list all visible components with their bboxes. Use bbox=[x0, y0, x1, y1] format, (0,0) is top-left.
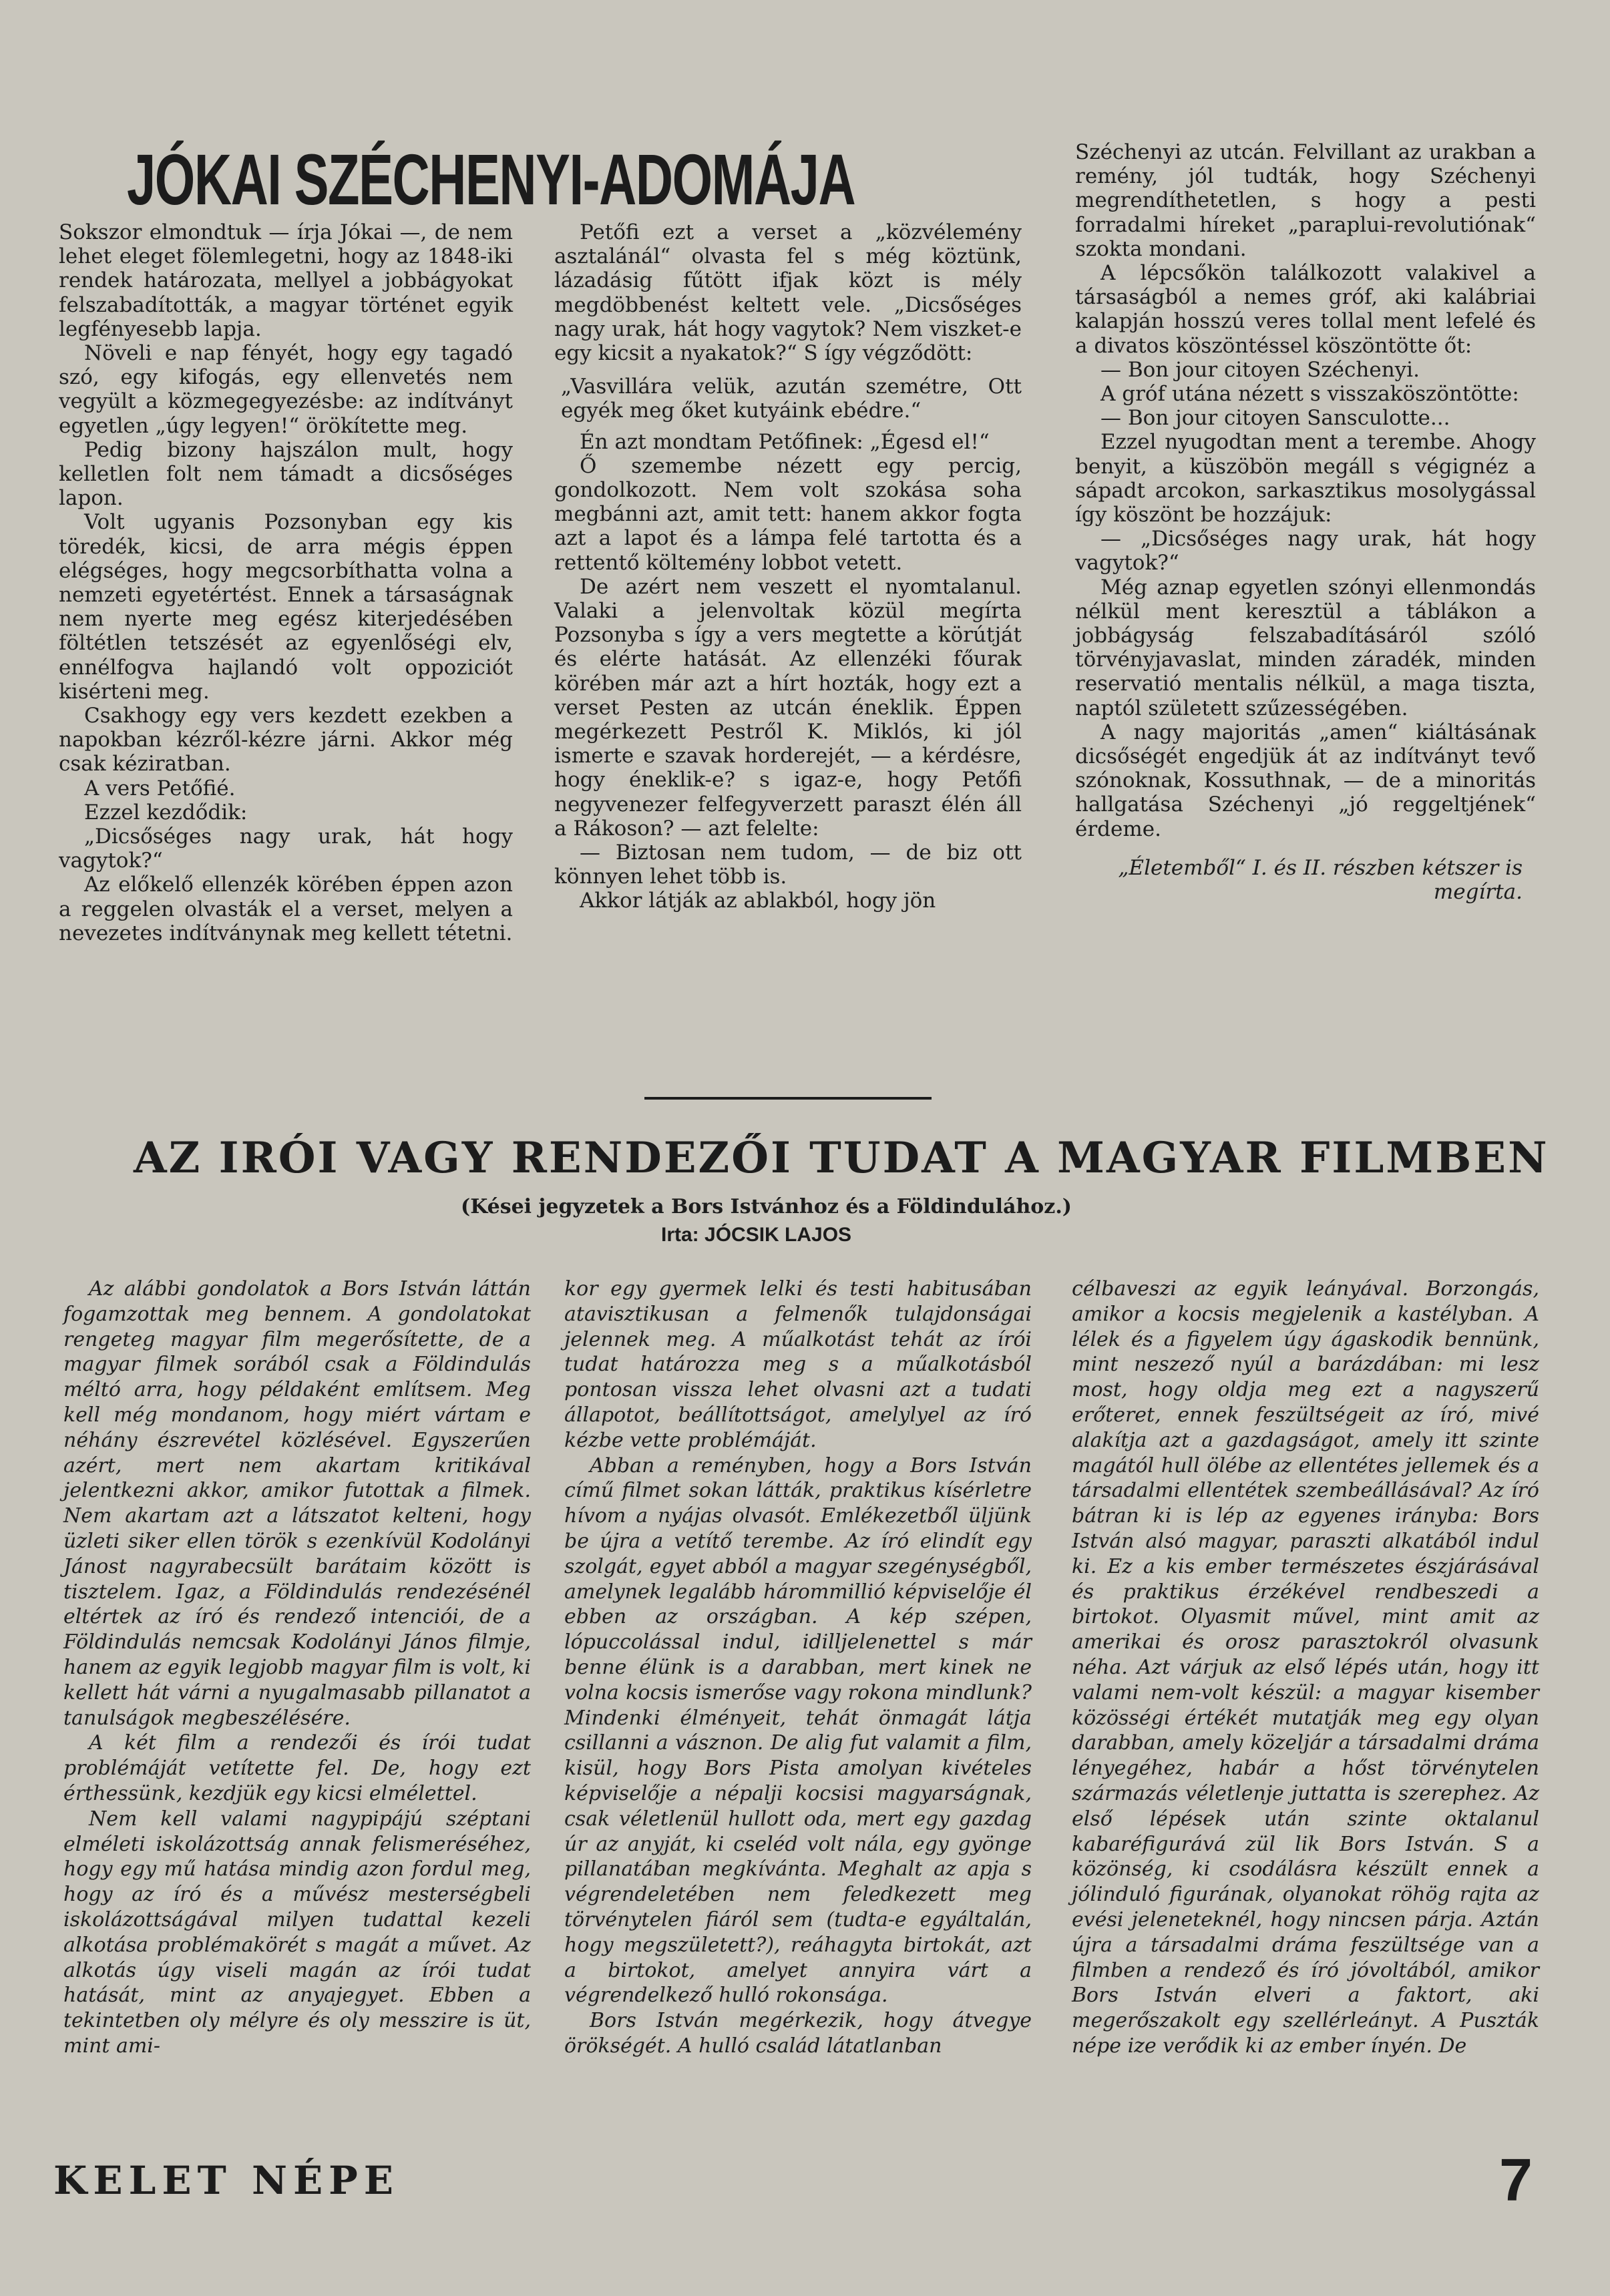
page-number: 7 bbox=[1499, 2147, 1533, 2214]
article2-column-3 bbox=[1072, 1277, 1539, 2059]
paragraph: Széchenyi az utcán. Felvillant az urakban a remény, jól tudták, hogy Széchenyi megrendíthetetlen, s hogy a pesti forradalmi híreket „paraplui-revolutiónak“ szokta mondani. bbox=[1075, 140, 1536, 261]
publication-name: KELET NÉPE bbox=[53, 2158, 400, 2203]
article1-column-3 bbox=[1075, 140, 1536, 904]
paragraph: „Dicsőséges nagy urak, hát hogy vagytok?“ bbox=[59, 825, 513, 873]
paragraph: A nagy majoritás „amen“ kiáltásának dicsőségét engedjük át az indítványt tevő szónoknak, Kossuthnak, — de a minoritás hallgatása Széchenyi „jó reggeltjének“ érdeme. bbox=[1075, 720, 1536, 841]
section-divider bbox=[644, 1097, 932, 1100]
paragraph: De azért nem veszett el nyomtalanul. Valaki a jelenvoltak közül megírta Pozsonyba s így a vers megtette a körútját és elérte hatását. Az ellenzéki főurak körében már azt a hírt hozták, hogy ezt a verset Pesten az utcán éneklik. Éppen megérkezett Pestről K. Miklós, ki jól ismerte e szavak horderejét, — a kérdésre, hogy éneklik-e? s igaz-e, hogy Petőfi negyvenezer felfegyverzett paraszt élén áll a Rákoson? — azt felelte: bbox=[554, 574, 1022, 841]
paragraph: Bors István megérkezik, hogy átvegye örökségét. A hulló család látatlanban bbox=[564, 2009, 1032, 2058]
paragraph: Sokszor elmondtuk — írja Jókai —, de nem lehet eleget fölemlegetni, hogy az 1848-iki rendek határozata, mellyel a jobbágyokat felszabadították, a magyar történet egyik legfényesebb lapja. bbox=[59, 220, 513, 341]
paragraph: — Bon jour citoyen Sansculotte... bbox=[1100, 406, 1450, 431]
paragraph: — Biztosan nem tudom, — de biz ott könnyen lehet több is. bbox=[554, 841, 1022, 889]
article2-column-1 bbox=[63, 1277, 531, 2059]
paragraph: Pedig bizony hajszálon mult, hogy kelletlen folt nem támadt a dicsőséges lapon. bbox=[59, 437, 513, 511]
article1-title: JÓKAI SZÉCHENYI-ADOMÁJA bbox=[127, 139, 855, 220]
paragraph: Az előkelő ellenzék körében éppen azon a reggelen olvasták el a verset, melyen a nevezetes indítványnak meg kellett tétetni. bbox=[59, 873, 513, 945]
article1-column-1 bbox=[59, 220, 513, 945]
paragraph: Nem kell valami nagypipájú széptani elméleti iskolázottság annak felismeréséhez, hogy egy mű hatása mindig azon fordul meg, hogy az író és a művész mesterségbeli iskolázottságával milyen tudattal kezeli alkotása problémakörét s magát a művet. Az alkotás úgy viseli magán az írói tudat hatását, mint az anyajegyet. Ebben a tekintetben oly mélyre és oly messzire is üt, mint ami- bbox=[63, 1807, 531, 2058]
article2-column-2 bbox=[564, 1277, 1032, 2059]
paragraph: A gróf utána nézett s visszaköszöntötte: bbox=[1100, 382, 1519, 407]
paragraph: Még aznap egyetlen szónyi ellenmondás nélkül ment keresztül a táblákon a jobbágyság felszabadításáról szóló törvényjavaslat, minden záradék, minden reservatió mentalis nélkül, a maga tiszta, naptól született szűzességében. bbox=[1075, 575, 1536, 720]
paragraph: Petőfi ezt a verset a „közvélemény asztalánál“ olvasta fel s még köztünk, lázadásig fűtött ifjak közt is mély megdöbbenést keltett vele. „Dicsőséges nagy urak, hát hogy vagytok? Nem viszket-e egy kicsit a nyakatok?“ S így végződött: bbox=[554, 220, 1022, 366]
paragraph: Ezzel kezdődik: bbox=[84, 800, 248, 825]
article1-column-2 bbox=[554, 220, 1022, 913]
paragraph: A vers Petőfié. bbox=[84, 776, 236, 800]
article2-subtitle: (Kései jegyzetek a Bors Istvánhoz és a Földindulához.) bbox=[461, 1195, 1072, 1218]
paragraph: Ezzel nyugodtan ment a terembe. Ahogy benyit, a küszöbön megáll s végignéz a sápadt arcokon, sarkasztikus mosolygással így köszönt be hozzájuk: bbox=[1075, 430, 1536, 527]
paragraph: — Bon jour citoyen Széchenyi. bbox=[1100, 357, 1420, 382]
paragraph: Az alábbi gondolatok a Bors István láttán fogamzottak meg bennem. A gondolatokat rengeteg magyar film megerősítette, de a magyar filmek sorából csak a Földindulás méltó arra, hogy példaként említsem. Meg kell még mondanom, hogy miért vártam e néhány észrevétel közlésével. Egyszerűen azért, mert nem akartam kritikával jelentkezni akkor, amikor futottak a filmek. Nem akartam azt a látszatot kelteni, hogy üzleti siker ellen török s ezenkívül Kodolányi Jánost nagyrabecsült barátaim között is tisztelem. Igaz, a Földindulás rendezésénél eltértek az író és rendező intenciói, de a Földindulás nemcsak Kodolányi János filmje, hanem az egyik legjobb magyar film is volt, ki kellett hát várni a nyugalmasabb pillanatot a tanulságok megbeszélésére. bbox=[63, 1277, 531, 1730]
verse-quote: „Vasvillára velük, azután szemétre, Ott egyék meg őket kutyáink ebédre.“ bbox=[561, 375, 1022, 423]
paragraph: kor egy gyermek lelki és testi habitusában atavisztikusan a felmenők tulajdonságai jelennek meg. A műalkotást tehát az írói tudat határozza meg s a műalkotásból pontosan vissza lehet olvasni azt a tudati állapotot, beállítottságot, amelylyel az író kézbe vette problémáját. bbox=[564, 1277, 1032, 1452]
paragraph: Növeli e nap fényét, hogy egy tagadó szó, egy kifogás, egy ellenvetés nem vegyült a közmegegyezésbe: az indítványt egyetlen „úgy legyen!“ örökítette meg. bbox=[59, 341, 513, 438]
paragraph: Én azt mondtam Petőfinek: „Égesd el!“ bbox=[580, 429, 990, 454]
paragraph: Volt ugyanis Pozsonyban egy kis töredék, kicsi, de arra mégis éppen elégséges, hogy megcsorbíthatta volna a nemzeti egyetértést. Ennek a társaságnak nem nyerte meg egész kiterjedésében föltétlen tetszését az egyenlőségi elv, ennélfogva hajlandó volt oppoziciót kisérteni meg. bbox=[59, 510, 513, 704]
paragraph: A két film a rendezői és írói tudat problémáját vetítette fel. De, hogy ezt érthessünk, kezdjük egy kicsi elmélettel. bbox=[63, 1731, 531, 1805]
article2-title: AZ IRÓI VAGY RENDEZŐI TUDAT A MAGYAR FILMBEN bbox=[134, 1133, 1549, 1183]
paragraph: Ő szemembe nézett egy percig, gondolkozott. Nem volt szokása soha megbánni azt, amit tett: hanem akkor fogta azt a lapot és a lámpa felé tartotta és a rettentő költemény lobbot vetett. bbox=[554, 453, 1022, 575]
paragraph: A lépcsőkön találkozott valakivel a társaságból a nemes gróf, aki kalábriai kalapján hosszú veres tollal ment lefelé és a divatos köszöntéssel köszöntötte őt: bbox=[1075, 261, 1536, 358]
article1-source-note: „Életemből“ I. és II. részben kétszer is megírta. bbox=[1118, 855, 1523, 905]
paragraph: célbaveszi az egyik leányával. Borzongás, amikor a kocsis megjelenik a kastélyban. A lélek és a figyelem úgy ágaskodik bennünk, mint neszező nyúl a barázdában: mi lesz most, hogy oldja meg ezt a nagyszerű erőteret, ennek feszültségeit az író, mivé alakítja azt a gazdagságot, amely itt szinte magától hull ölébe az ellentétes jellemek és a társadalmi ellentétek szembeállásával? Az író bátran ki is lép az egyenes irányba: Bors István alsó magyar, paraszti alkatából indul ki. Ez a kis ember természetes észjárásával és praktikus érzékével rendbeszedi a birtokot. Olyasmit művel, mint amit az amerikai és orosz parasztokról olvasunk néha. Azt várjuk az első lépés után, hogy itt valami nem-volt készül: a magyar kisember közösségi értékét mutatják meg egy olyan darabban, amely közeljár a társadalmi dráma lényegéhez, habár a hőst törvénytelen származás véletlenje juttatta is szerephez. Az első lépések után szinte oktalanul kabaréfigurává zül lik Bors István. S a közönség, ki csodálásra készült ennek a jólinduló figurának, olyanokat röhög rajta az evési jeleneteknél, hogy nincsen párja. Aztán újra a társadalmi dráma feszültsége van a filmben a rendező és író jóvoltából, amikor Bors István elveri a faktort, aki megerőszakolt egy szellérleányt. A Puszták népe ize verődik ki az ember ínyén. De bbox=[1072, 1277, 1539, 2058]
paragraph: Akkor látják az ablakból, hogy jön bbox=[580, 889, 936, 913]
paragraph: Abban a reményben, hogy a Bors István című filmet sokan látták, praktikus kísérletre hívom a nyájas olvasót. Emlékezetből üljünk be újra a vetítő terembe. Az író elindít egy szolgát, egyet abból a magyar szegénységből, amelynek legalább hárommillió képviselője él ebben az országban. A kép szépen, lópuccolással indul, idilljelenettel s már benne élünk is a darabban, mert kinek ne volna kocsis ismerőse vagy rokona mindlunk? Mindenki élményeit, tehát önmagát látja csillanni a vásznon. De alig fut valamit a film, kisül, hogy Bors Pista amolyan kivételes képviselője a népalji kocsisi magyarságnak, csak véletlenül hullott oda, mert egy gazdag úr az anyját, ki cseléd volt nála, egy gyönge pillanatában megkívánta. Meghalt az apja s végrendeletében nem feledkezett meg törvénytelen fiáról sem (tudta-e egyáltalán, hogy megszületett?), reáhagyta birtokát, azt a birtokot, amelyet annyira várt a végrendelkező hulló rokonsága. bbox=[564, 1453, 1032, 2008]
paragraph: Csakhogy egy vers kezdett ezekben a napokban kézről-kézre járni. Akkor még csak kéziratban. bbox=[59, 704, 513, 776]
article2-byline: Irta: JÓCSIK LAJOS bbox=[661, 1224, 852, 1246]
paragraph: — „Dicsőséges nagy urak, hát hogy vagytok?“ bbox=[1075, 527, 1536, 576]
